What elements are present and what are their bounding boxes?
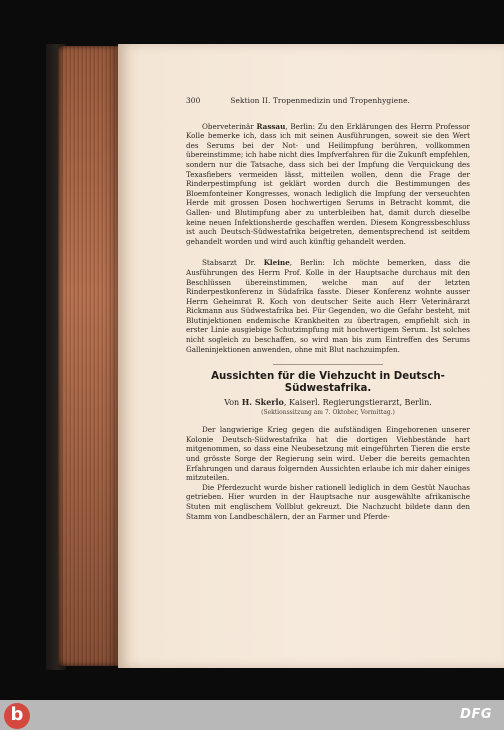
article-title	[186, 371, 470, 395]
dfg-logo: DFG	[460, 707, 492, 722]
running-header	[186, 96, 410, 106]
article-title-line-1: Aussichten für die Viehzucht in Deutsch-	[211, 371, 445, 383]
discussion-paragraph-kleine	[186, 258, 470, 354]
discussion-paragraph-rassau	[186, 122, 470, 247]
section-divider	[273, 364, 383, 365]
paragraph-body: , Berlin: Zu den Erklärungen des Herrn Professor Kolle bemerke ich, dass ich mit seinen Ausführungen, soweit sie den Wert des Serums bei der Not- und Heilimpfung berühren, vollkommen übereinstimme; ich habe nicht dies Impfverfahren für die Zukunft empfehlen, sondern nur die Tatsache, dass sich bei der Impfung die Verquickung des Texasfiebers vermeiden lässt, mitteilen wollen, denn die Frage der Rinderpestimpfung ist geklärt worden durch die Bestimmungen des Bloemfonteiner Kongresses, wonach lediglich die Impfung der verseuchten Herde mit grossen Dosen hochwertigen Serums in Betracht kommt, die Gallen- und Blutimpfung aber zu unterbleiben hat, damit durch dieselbe keine neuen Infektionsherde geschaffen werden. Diesem Kongressbeschluss ist auch Deutsch-Südwestafrika beigetreten, dementsprechend ist seitdem gehandelt worden und wird auch künftig gehandelt werden.	[186, 121, 470, 246]
article-paragraph-1: Der langwierige Krieg gegen die aufständigen Eingeborenen unserer Kolonie Deutsch-Südwestafrika hat die dortigen Viehbestände hart mitgenommen, so dass eine Neubesetzung mit eingeführten Tieren die erste und grösste Sorge der Regierung sein wird. Ueber die bereits gemachten Erfahrungen und daraus folgernden Aussichten erlaube ich mir daher einiges mitzuteilen.	[186, 425, 470, 483]
session-note: (Sektionssitzung am 7. Oktober, Vormittag.)	[261, 409, 395, 417]
byline-prefix: Von	[224, 398, 242, 408]
speaker-name: Kleine	[263, 258, 290, 268]
page-number: 300	[186, 96, 201, 105]
article-paragraph-2: Die Pferdezucht wurde bisher rationell lediglich in dem Gestüt Nauchas getrieben. Hier wurden in der Hauptsache nur ausgewählte afrikanische Stuten mit englischem Vollblut gekreuzt. Die Nachzucht bildete dann den Stamm von Landbeschälern, der an Farmer und Pferde-	[186, 482, 470, 521]
viewer-footer-bar	[0, 700, 504, 730]
running-head: Sektion II. Tropenmedizin und Tropenhygiene.	[230, 96, 410, 105]
author-affiliation: , Kaiserl. Regierungstierarzt, Berlin.	[283, 398, 432, 408]
paragraph-body: , Berlin: Ich möchte bemerken, dass die Ausführungen des Herrn Prof. Kolle in der Hauptsache durchaus mit den Beschlüssen übereinstimmen, welche man auf der letzten Rinderpestkonferenz in Südafrika fasste. Dieser Konferenz wohnte ausser Herrn Geheimrat R. Koch von deutscher Seite auch Herr Veterinärarzt Rickmann aus Südwestafrika bei. Für Gegenden, wo die Gefahr besteht, mit Blutinjektionen endemische Krankheiten zu übertragen, empfiehlt sich in erster Linie ausgiebige Schutzimpfung mit hochwertigem Serum. Ist solches nicht sogleich zu beschaffen, so wird man bis zum Eintreffen des Serums Galleninjektionen anwenden, ohne mit Blut nachzuimpfen.	[186, 258, 471, 354]
speaker-title: Stabsarzt Dr.	[202, 258, 264, 268]
author-name: H. Skerlo	[241, 397, 284, 408]
speaker-title: Oberveterinär	[202, 121, 257, 131]
paragraph-gap	[186, 246, 470, 258]
speaker-name: Rassau	[256, 121, 286, 131]
page-text	[186, 96, 470, 521]
b-logo-icon[interactable]: b	[4, 703, 30, 729]
article-byline	[186, 397, 470, 408]
page-fore-edges	[58, 46, 118, 666]
article-title-line-2: Südwestafrika.	[284, 383, 372, 395]
